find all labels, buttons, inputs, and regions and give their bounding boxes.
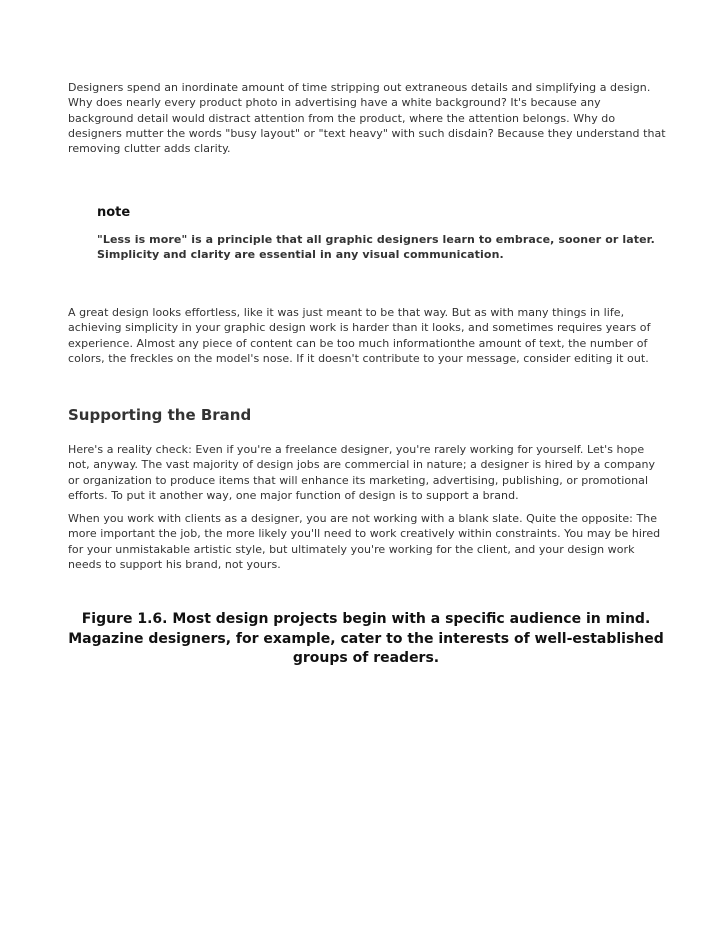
section-heading: Supporting the Brand — [68, 406, 252, 424]
note-heading: note — [97, 205, 131, 220]
note-text: "Less is more" is a principle that all graphic designers learn to embrace, sooner or later. Simplicity and clarity are essential in any visual communication. — [97, 233, 655, 262]
clients-paragraph: When you work with clients as a designer, you are not working with a blank slate. Quite the opposite: The more important the job, the more likely you'll need to work creatively within constraints. You may be hired for your unmistakable artistic style, but ultimately you're working for the client, and your design work needs to support his brand, not yours. — [68, 512, 661, 571]
figure-caption: Figure 1.6. Most design projects begin with a specific audience in mind. Magazine designers, for example, cater to the interests of well-established groups of readers. — [68, 611, 664, 666]
effortless-paragraph: A great design looks effortless, like it was just meant to be that way. But as with many things in life, achieving simplicity in your graphic design work is harder than it looks, and sometimes requires years of experience. Almost any piece of content can be too much informationthe amount of text, the number of colors, the freckles on the model's nose. If it doesn't contribute to your message, consider editing it out. — [68, 306, 651, 365]
intro-paragraph: Designers spend an inordinate amount of time stripping out extraneous details and simplifying a design. Why does nearly every product photo in advertising have a white background? It's because any background detail would distract attention from the product, where the attention belongs. Why do designers mutter the words "busy layout" or "text heavy" with such disdain? Because they understand that removing clutter adds clarity. — [68, 81, 666, 156]
note-callout — [97, 204, 657, 263]
reality-check-paragraph: Here's a reality check: Even if you're a freelance designer, you're rarely working for yourself. Let's hope not, anyway. The vast majority of design jobs are commercial in nature; a designer is hired by a company or organization to produce items that will enhance its marketing, advertising, publishing, or promotional efforts. To put it another way, one major function of design is to support a brand. — [68, 443, 656, 502]
